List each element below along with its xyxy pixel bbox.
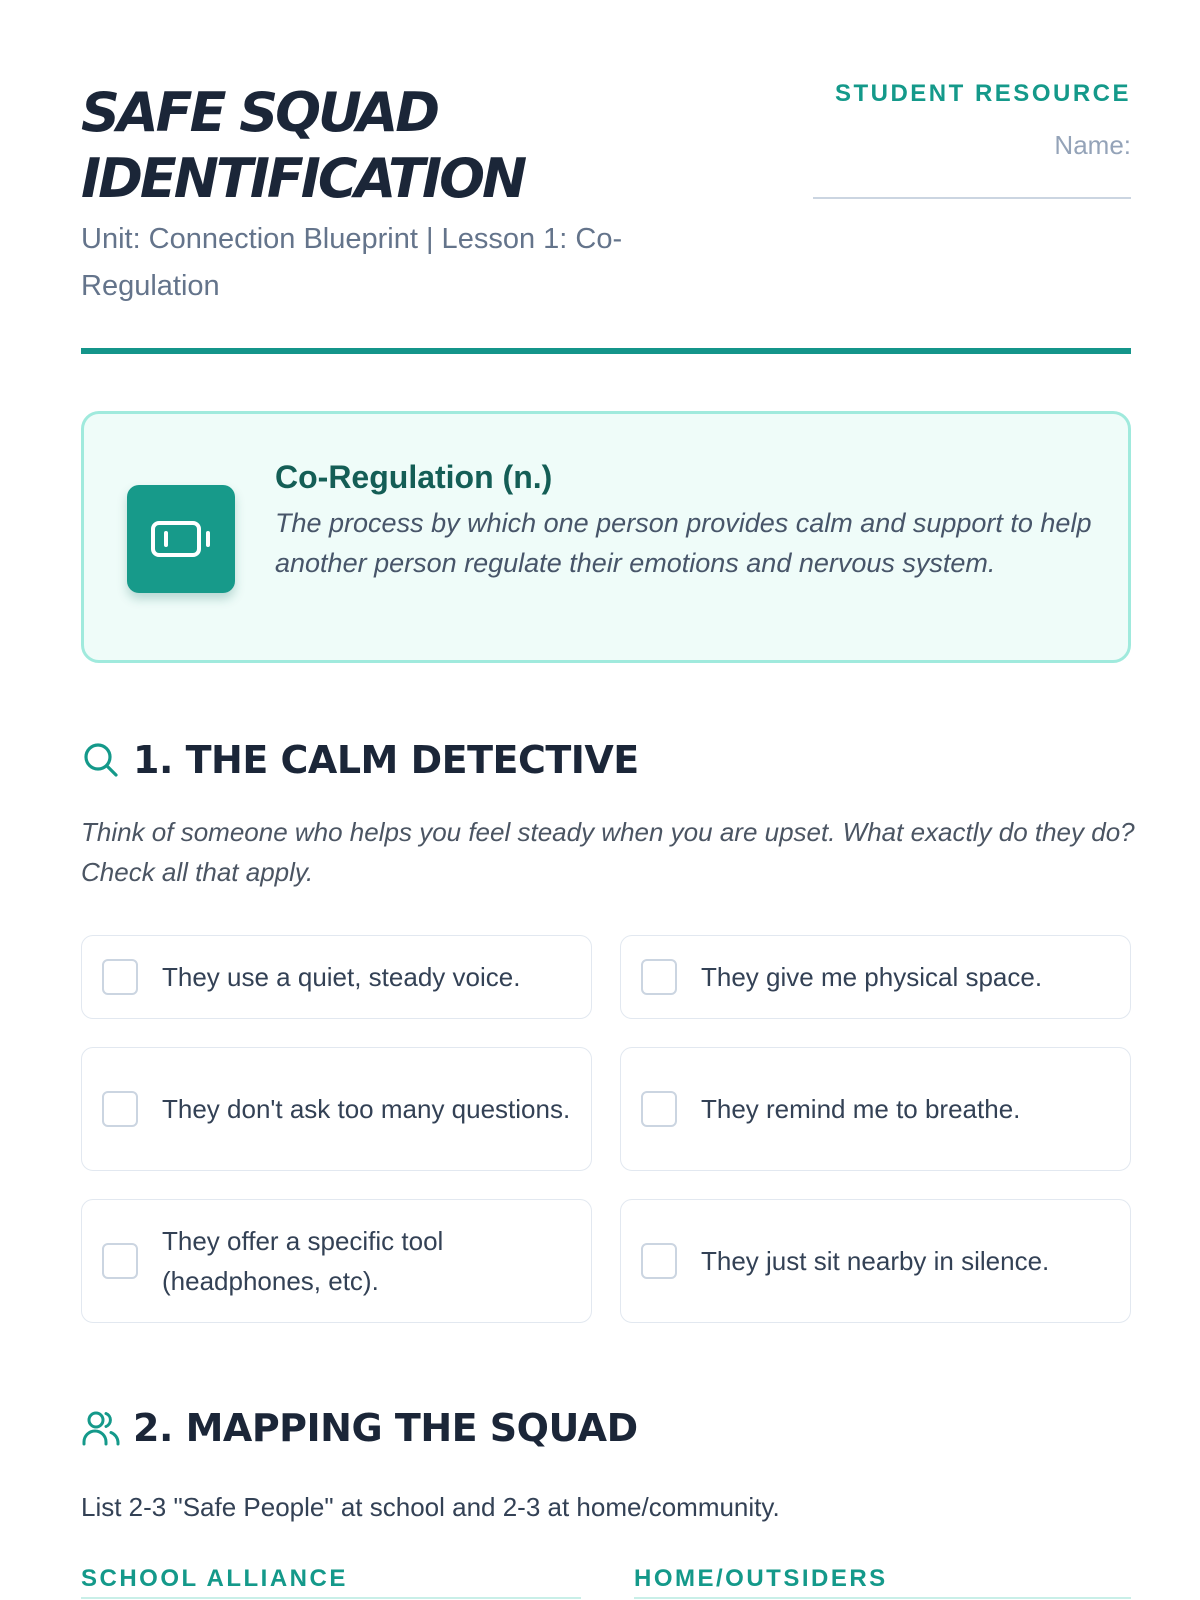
section-2-header xyxy=(81,1406,638,1450)
checklist-option[interactable] xyxy=(81,1047,592,1171)
checklist-option[interactable] xyxy=(620,935,1131,1019)
definition-text: The process by which one person provides calm and support to help another person regulate their emotions and nervous system. xyxy=(275,508,1092,578)
checklist-option[interactable] xyxy=(620,1047,1131,1171)
calm-detective-checklist xyxy=(81,935,1131,1323)
section-1-heading: 1. THE CALM DETECTIVE xyxy=(133,738,639,782)
home-outsiders-divider xyxy=(634,1597,1131,1599)
section-1-instructions: Think of someone who helps you feel steady when you are upset. What exactly do they do? Check all that apply. xyxy=(81,817,1135,887)
header-divider xyxy=(81,348,1131,354)
school-alliance-divider xyxy=(81,1597,581,1599)
student-resource-label: STUDENT RESOURCE xyxy=(834,80,1131,107)
option-label: They remind me to breathe. xyxy=(701,1094,1021,1124)
home-outsiders-label: HOME/OUTSIDERS xyxy=(634,1565,888,1592)
option-label: They offer a specific tool (headphones, etc). xyxy=(162,1226,444,1296)
title-line-2: IDENTIFICATION xyxy=(81,147,525,210)
checklist-option[interactable] xyxy=(81,935,592,1019)
option-label: They don't ask too many questions. xyxy=(162,1094,571,1124)
definition-term: Co-Regulation (n.) xyxy=(275,459,553,495)
option-label: They give me physical space. xyxy=(701,962,1043,992)
checkbox[interactable] xyxy=(102,959,138,995)
checkbox[interactable] xyxy=(641,1091,677,1127)
checkbox[interactable] xyxy=(641,959,677,995)
option-label: They use a quiet, steady voice. xyxy=(162,962,521,992)
checklist-option[interactable] xyxy=(620,1199,1131,1323)
definition-icon-tile xyxy=(127,485,235,593)
checklist-option[interactable] xyxy=(81,1199,592,1323)
battery-icon xyxy=(150,518,212,560)
page-title xyxy=(81,80,524,212)
checkbox[interactable] xyxy=(102,1091,138,1127)
section-2-heading: 2. MAPPING THE SQUAD xyxy=(133,1406,638,1450)
name-label: Name: xyxy=(1054,130,1131,160)
name-field-line[interactable] xyxy=(813,197,1131,199)
title-line-1: SAFE SQUAD xyxy=(81,81,438,144)
definition-card xyxy=(81,411,1131,663)
unit-lesson-subtitle: Unit: Connection Blueprint | Lesson 1: Co-Regulation xyxy=(81,223,623,302)
search-icon xyxy=(81,740,121,780)
option-label: They just sit nearby in silence. xyxy=(701,1246,1050,1276)
users-icon xyxy=(81,1408,121,1448)
section-1-header xyxy=(81,738,639,782)
checkbox[interactable] xyxy=(102,1243,138,1279)
section-2-instructions: List 2-3 "Safe People" at school and 2-3 at home/community. xyxy=(81,1492,780,1522)
school-alliance-label: SCHOOL ALLIANCE xyxy=(81,1565,348,1592)
checkbox[interactable] xyxy=(641,1243,677,1279)
